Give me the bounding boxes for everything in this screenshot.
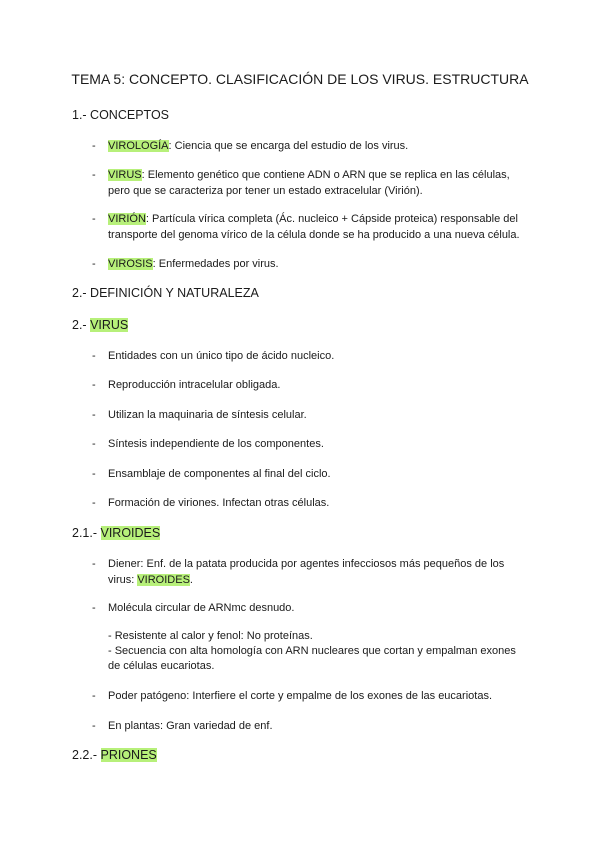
heading-priones xyxy=(72,748,157,762)
heading-virus xyxy=(72,318,128,332)
item-text: : Elemento genético que contiene ADN o ARN que se replica en las células, pero que se caracteriza por tener un estado extracelular (Virión). xyxy=(108,169,510,197)
heading-prefix: 2.2.- xyxy=(72,748,101,762)
bullet-dash: - xyxy=(92,468,96,480)
item-text: Poder patógeno: Interfiere el corte y empalme de los exones de las eucariotas. xyxy=(108,690,493,702)
bullet-dash: - xyxy=(92,602,96,614)
item-text: Diener: Enf. de la patata producida por agentes infecciosos más pequeños de los virus: xyxy=(108,558,505,586)
heading-prefix: 2.- xyxy=(72,318,91,332)
term-highlight: VIRIÓN xyxy=(108,213,146,225)
bullet-dash: - xyxy=(92,379,96,391)
item-text: Formación de viriones. Infectan otras células. xyxy=(108,497,330,509)
sub-item: - Secuencia con alta homología con ARN nucleares que cortan y empalman exones de células eucariotas. xyxy=(108,645,516,672)
term-highlight: VIROLOGÍA xyxy=(108,140,169,152)
item-text-end: . xyxy=(189,574,193,586)
item-text: Molécula circular de ARNmc desnudo. xyxy=(108,602,295,614)
item-text: Ensamblaje de componentes al final del ciclo. xyxy=(108,468,331,480)
bullet-dash: - xyxy=(92,409,96,421)
bullet-dash: - xyxy=(92,258,96,270)
heading-conceptos: 1.- CONCEPTOS xyxy=(72,108,170,122)
heading-viroides xyxy=(72,526,160,540)
item-text: : Enfermedades por virus. xyxy=(152,258,279,270)
term-highlight: PRIONES xyxy=(100,748,157,762)
item-text: Entidades con un único tipo de ácido nucleico. xyxy=(108,350,335,362)
heading-prefix: 2.1.- xyxy=(72,526,101,540)
bullet-dash: - xyxy=(92,140,96,152)
item-text: Utilizan la maquinaria de síntesis celular. xyxy=(108,409,307,421)
term-highlight: VIROIDES xyxy=(137,574,190,586)
bullet-dash: - xyxy=(92,169,96,181)
term-highlight: VIRUS xyxy=(108,169,142,181)
term-highlight: VIROSIS xyxy=(108,258,153,270)
bullet-dash: - xyxy=(92,720,96,732)
bullet-dash: - xyxy=(92,558,96,570)
sub-item: - Resistente al calor y fenol: No proteínas. xyxy=(108,630,313,642)
item-text: : Partícula vírica completa (Ác. nucleico + Cápside proteica) responsable del transporte del genoma vírico de la célula donde se ha producido a una nueva célula. xyxy=(108,213,520,241)
item-text: : Ciencia que se encarga del estudio de los virus. xyxy=(168,140,409,152)
term-highlight: VIROIDES xyxy=(100,526,161,540)
page-title: TEMA 5: CONCEPTO. CLASIFICACIÓN DE LOS VIRUS. ESTRUCTURA xyxy=(71,71,529,87)
item-text: Síntesis independiente de los componentes. xyxy=(108,438,324,450)
heading-definicion: 2.- DEFINICIÓN Y NATURALEZA xyxy=(72,286,259,300)
bullet-dash: - xyxy=(92,690,96,702)
bullet-dash: - xyxy=(92,350,96,362)
item-text: En plantas: Gran variedad de enf. xyxy=(108,720,273,732)
bullet-dash: - xyxy=(92,213,96,225)
term-highlight: VIRUS xyxy=(90,318,129,332)
item-text: Reproducción intracelular obligada. xyxy=(108,379,281,391)
bullet-dash: - xyxy=(92,497,96,509)
bullet-dash: - xyxy=(92,438,96,450)
